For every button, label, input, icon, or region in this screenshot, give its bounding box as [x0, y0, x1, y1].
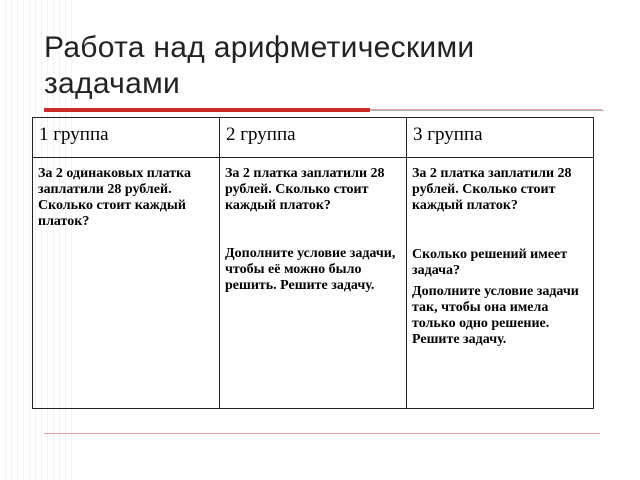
- group-1-cell: [33, 158, 220, 409]
- group-1-problem: За 2 одинаковых платка заплатили 28 рублей. Сколько стоит каждый платок?: [38, 166, 192, 229]
- group-3-task: Дополните условие задачи так, чтобы она имела только одно решение. Решите задачу.: [412, 284, 579, 347]
- title-accent-bar: [44, 108, 370, 112]
- group-2-task: Дополните условие задачи, чтобы её можно было решить. Решите задачу.: [225, 246, 396, 293]
- group-2-cell: [220, 158, 407, 409]
- header-group-1: 1 группа: [33, 118, 220, 158]
- groups-table: [32, 117, 594, 409]
- group-3-question: Сколько решений имеет задача?: [412, 247, 568, 278]
- header-group-3: 3 группа: [407, 118, 594, 158]
- group-3-problem: За 2 платка заплатили 28 рублей. Сколько стоит каждый платок?: [412, 166, 572, 213]
- header-group-2: 2 группа: [220, 118, 407, 158]
- group-2-problem: За 2 платка заплатили 28 рублей. Сколько стоит каждый платок?: [225, 166, 385, 213]
- group-3-cell: [407, 158, 594, 409]
- title-accent-line: [370, 109, 602, 110]
- table-row: [33, 158, 594, 409]
- bottom-divider: [44, 433, 600, 434]
- slide-title: Работа над арифметическими задачами: [44, 31, 475, 100]
- table-header-row: [33, 118, 594, 158]
